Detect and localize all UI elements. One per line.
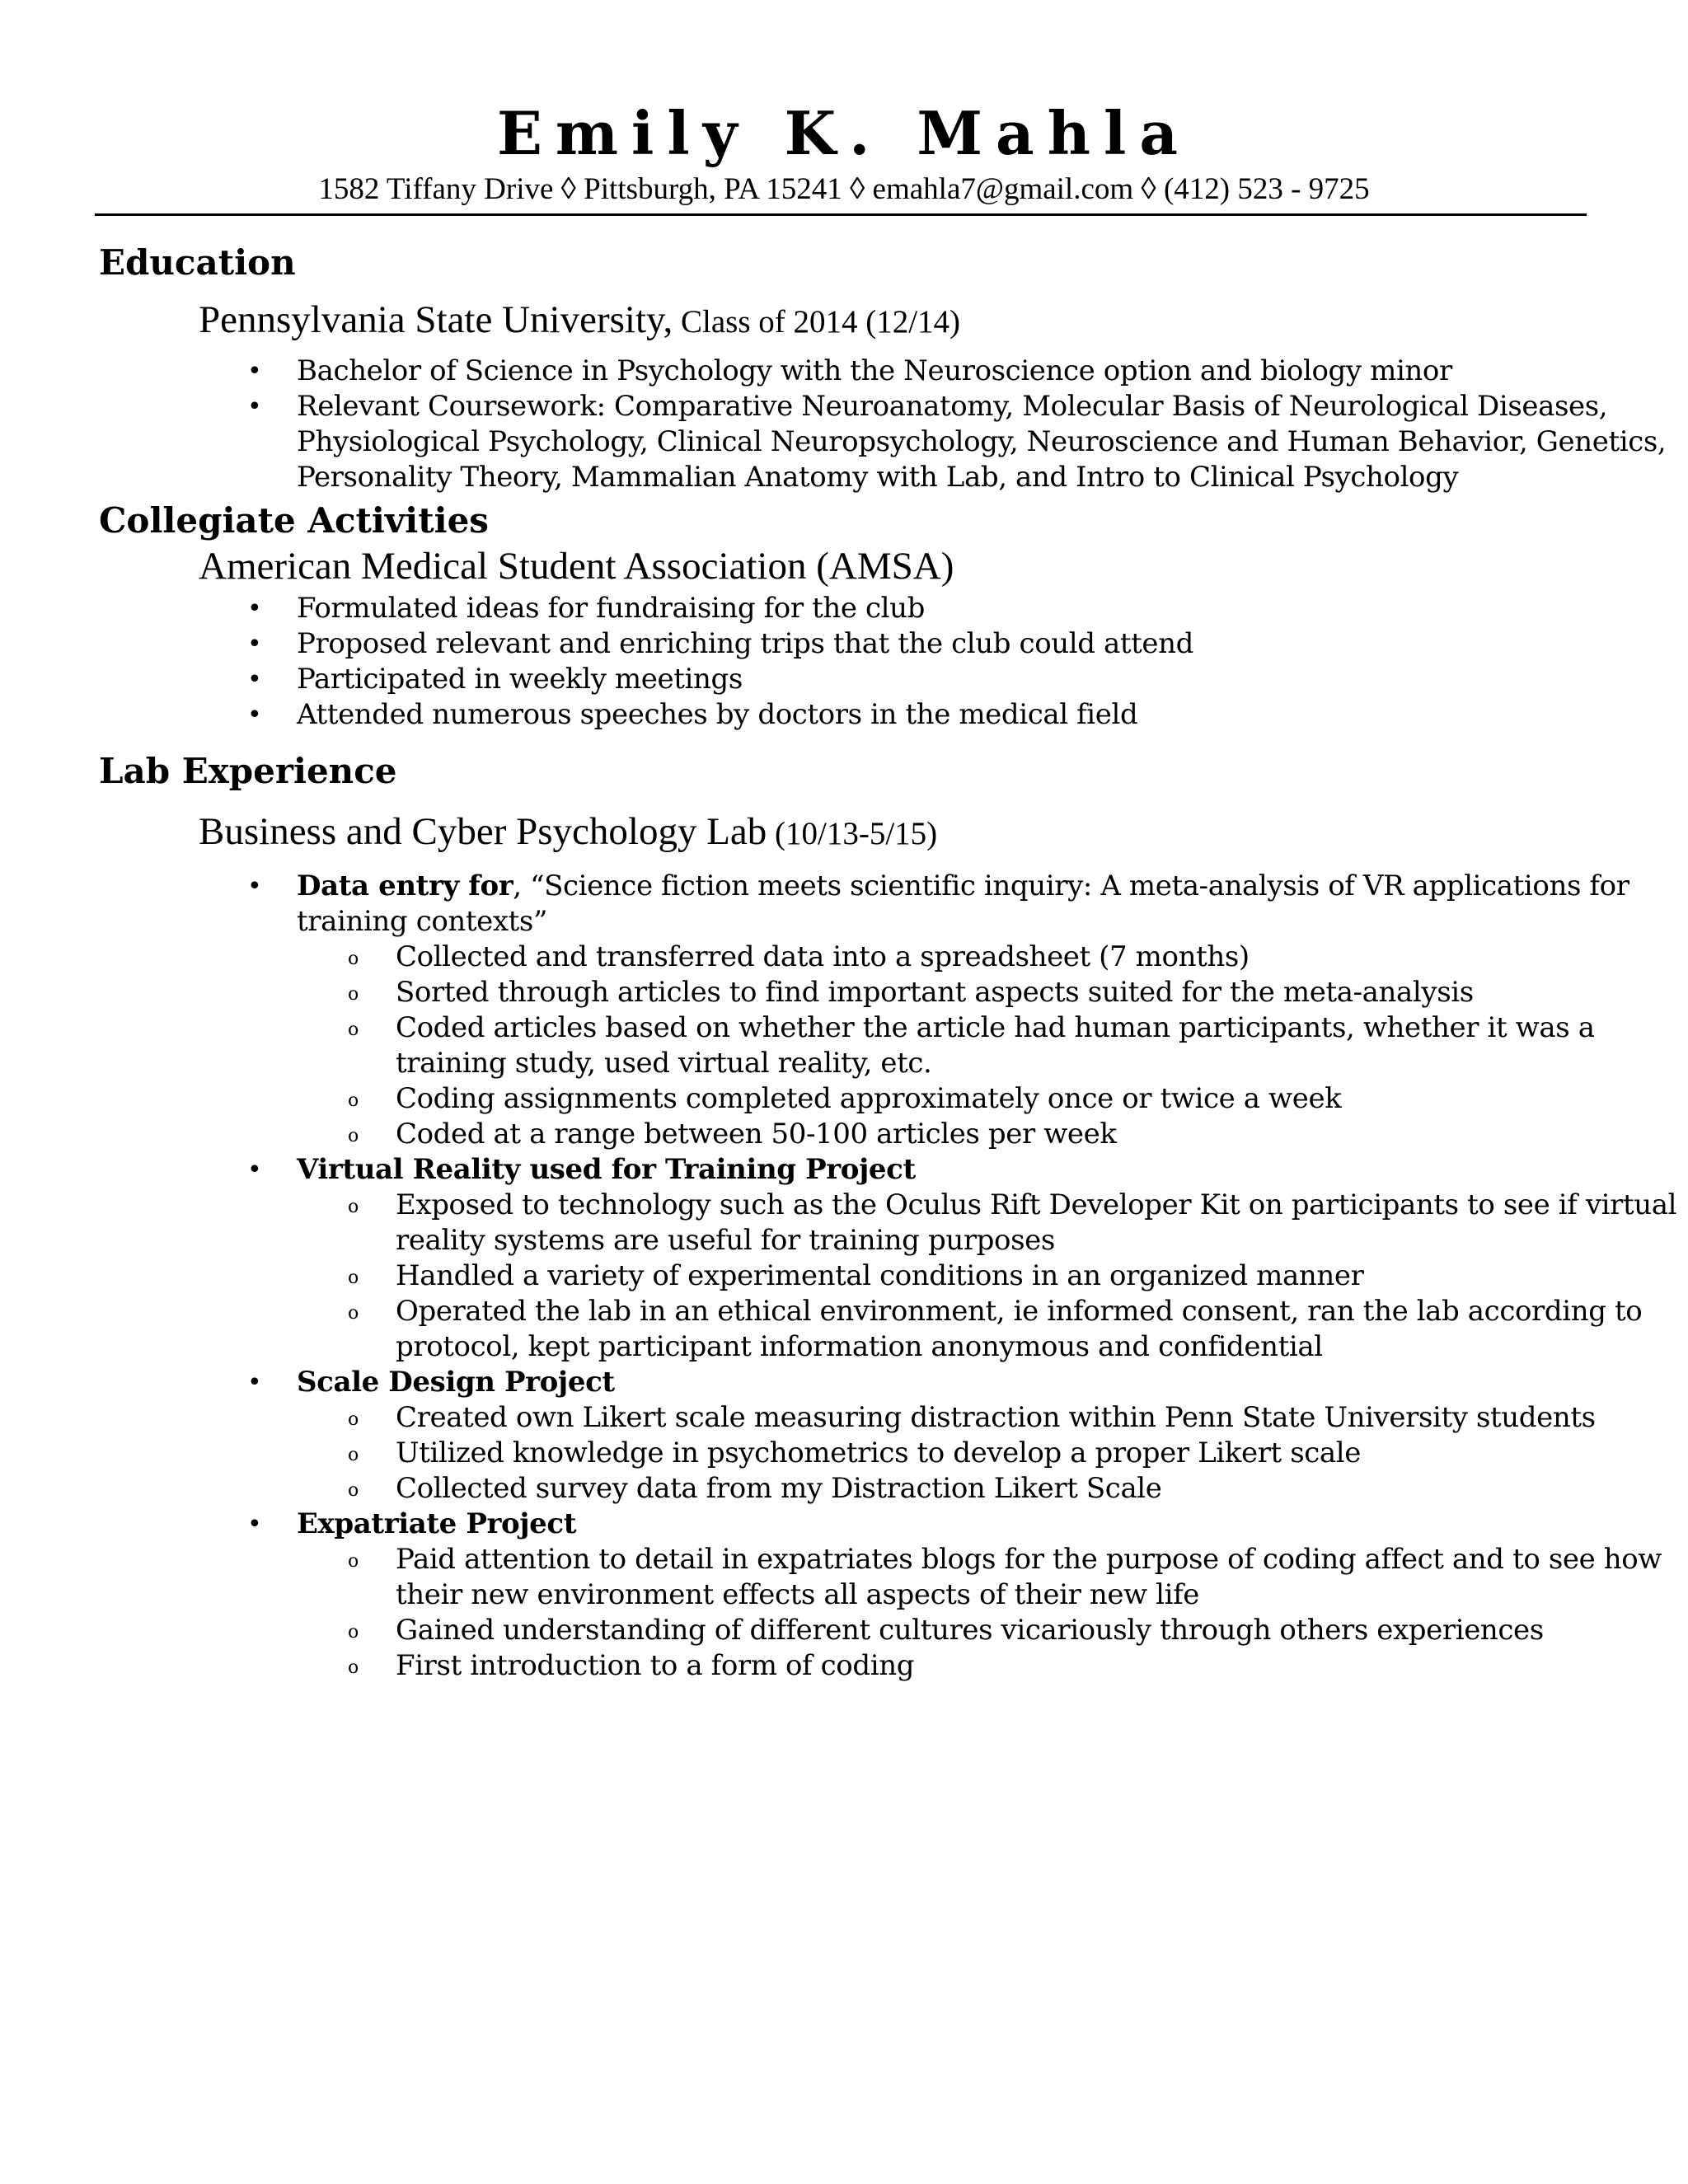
list-item: o Gained understanding of different cultures vicariously through others experiences (297, 1613, 1688, 1648)
activities-bullets (99, 591, 1582, 733)
list-item: • Attended numerous speeches by doctors in the medical field (247, 698, 1138, 731)
bullet-icon: • (247, 1368, 262, 1397)
circle-bullet-icon: o (348, 1126, 359, 1146)
list-item: • Relevant Coursework: Comparative Neuroanatomy, Molecular Basis of Neurological Diseases, Physiological Psychology, Clinical Neuropsychology, Neuroscience and Human Behavior, Genetics, Personality Theory, Mammalian Anatomy with Lab, and Intro to Clinical Psychology (247, 390, 1667, 494)
project-subitems (297, 1542, 1688, 1684)
project-item (99, 1507, 1688, 1684)
list-item: o Exposed to technology such as the Oculus Rift Developer Kit on participants to see if virtual reality systems are useful for training purposes (348, 1188, 1677, 1257)
activities-section (99, 495, 1582, 733)
list-item: o Coded articles based on whether the article had human participants, whether it was a training study, used virtual reality, etc. (348, 1011, 1595, 1080)
lab-org-line (199, 807, 1582, 859)
list-item: o Collected and transferred data into a spreadsheet (7 months) (297, 940, 1688, 975)
header-divider (95, 213, 1587, 216)
bullet-icon: • (247, 594, 262, 623)
circle-bullet-icon: o (348, 1019, 359, 1040)
project-title: Data entry for (297, 869, 513, 902)
bullet-icon: • (247, 357, 262, 386)
circle-bullet-icon: o (348, 984, 359, 1005)
list-item: • Formulated ideas for fundraising for the club (247, 592, 926, 625)
list-item: o Paid attention to detail in expatriates blogs for the purpose of coding affect and to see how their new environment effects all aspects of their new life (348, 1543, 1662, 1611)
project-item (99, 1365, 1688, 1507)
project-title-rest: , “Science fiction meets scientific inquiry: A meta-analysis of VR applications for training contexts” (297, 869, 1629, 938)
school-date: Class of 2014 (12/14) (673, 304, 961, 340)
circle-bullet-icon: o (348, 1303, 359, 1324)
list-item: o Collected survey data from my Distraction Likert Scale (297, 1471, 1688, 1507)
activity-org-line: American Medical Student Association (AMSA) (199, 545, 954, 588)
education-section (99, 237, 1667, 495)
circle-bullet-icon: o (348, 1090, 359, 1111)
lab-name: Business and Cyber Psychology Lab (199, 810, 767, 853)
lab-section (99, 746, 1677, 1684)
project-item (99, 869, 1688, 1152)
school-name: Pennsylvania State University, (199, 298, 673, 341)
project-item (99, 1152, 1688, 1365)
bullet-icon: • (247, 872, 262, 901)
project-subitems (297, 1400, 1688, 1507)
circle-bullet-icon: o (348, 1551, 359, 1572)
circle-bullet-icon: o (348, 1445, 359, 1465)
lab-projects (99, 869, 1677, 1684)
list-item: • Bachelor of Science in Psychology with the Neuroscience option and biology minor (247, 354, 1452, 387)
list-item: • Participated in weekly meetings (247, 663, 743, 696)
list-item: o Handled a variety of experimental conditions in an organized manner (297, 1258, 1688, 1294)
circle-bullet-icon: o (348, 1409, 359, 1430)
bullet-icon: • (247, 1155, 262, 1184)
resume-body (99, 231, 1677, 1684)
bullet-icon: • (247, 630, 262, 658)
contact-line: 1582 Tiffany Drive ◊ Pittsburgh, PA 15241 ◊ emahla7@gmail.com ◊ (412) 523 - 9725 (318, 172, 1370, 206)
list-item: o Sorted through articles to find important aspects suited for the meta-analysis (297, 975, 1688, 1010)
project-title: Expatriate Project (297, 1507, 577, 1540)
list-item: o Coding assignments completed approximately once or twice a week (297, 1081, 1688, 1117)
circle-bullet-icon: o (348, 1622, 359, 1643)
bullet-icon: • (247, 392, 262, 421)
bullet-icon: • (247, 665, 262, 694)
list-item: o Coded at a range between 50-100 articles per week (297, 1117, 1688, 1152)
applicant-name: Emily K. Mahla (496, 98, 1192, 168)
section-heading-activities: Collegiate Activities (99, 500, 489, 541)
section-heading-education: Education (99, 242, 296, 283)
project-title: Virtual Reality used for Training Project (297, 1153, 916, 1186)
project-title: Scale Design Project (297, 1366, 615, 1399)
project-subitems (297, 1188, 1688, 1365)
education-bullets (99, 354, 1667, 495)
circle-bullet-icon: o (348, 1480, 359, 1501)
list-item: • Proposed relevant and enriching trips that the club could attend (247, 627, 1193, 660)
lab-date: (10/13-5/15) (767, 816, 938, 851)
project-subitems (297, 940, 1688, 1152)
list-item: o Created own Likert scale measuring distraction within Penn State University students (297, 1400, 1688, 1436)
circle-bullet-icon: o (348, 1657, 359, 1678)
school-line (199, 295, 1582, 347)
bullet-icon: • (247, 701, 262, 729)
circle-bullet-icon: o (348, 949, 359, 969)
section-heading-lab: Lab Experience (99, 751, 397, 791)
circle-bullet-icon: o (348, 1268, 359, 1288)
bullet-icon: • (247, 1510, 262, 1539)
circle-bullet-icon: o (348, 1197, 359, 1217)
list-item: o First introduction to a form of coding (297, 1648, 1688, 1684)
list-item: o Operated the lab in an ethical environment, ie informed consent, ran the lab according to protocol, kept participant information anonymous and confidential (348, 1295, 1643, 1363)
list-item: o Utilized knowledge in psychometrics to develop a proper Likert scale (297, 1436, 1688, 1471)
